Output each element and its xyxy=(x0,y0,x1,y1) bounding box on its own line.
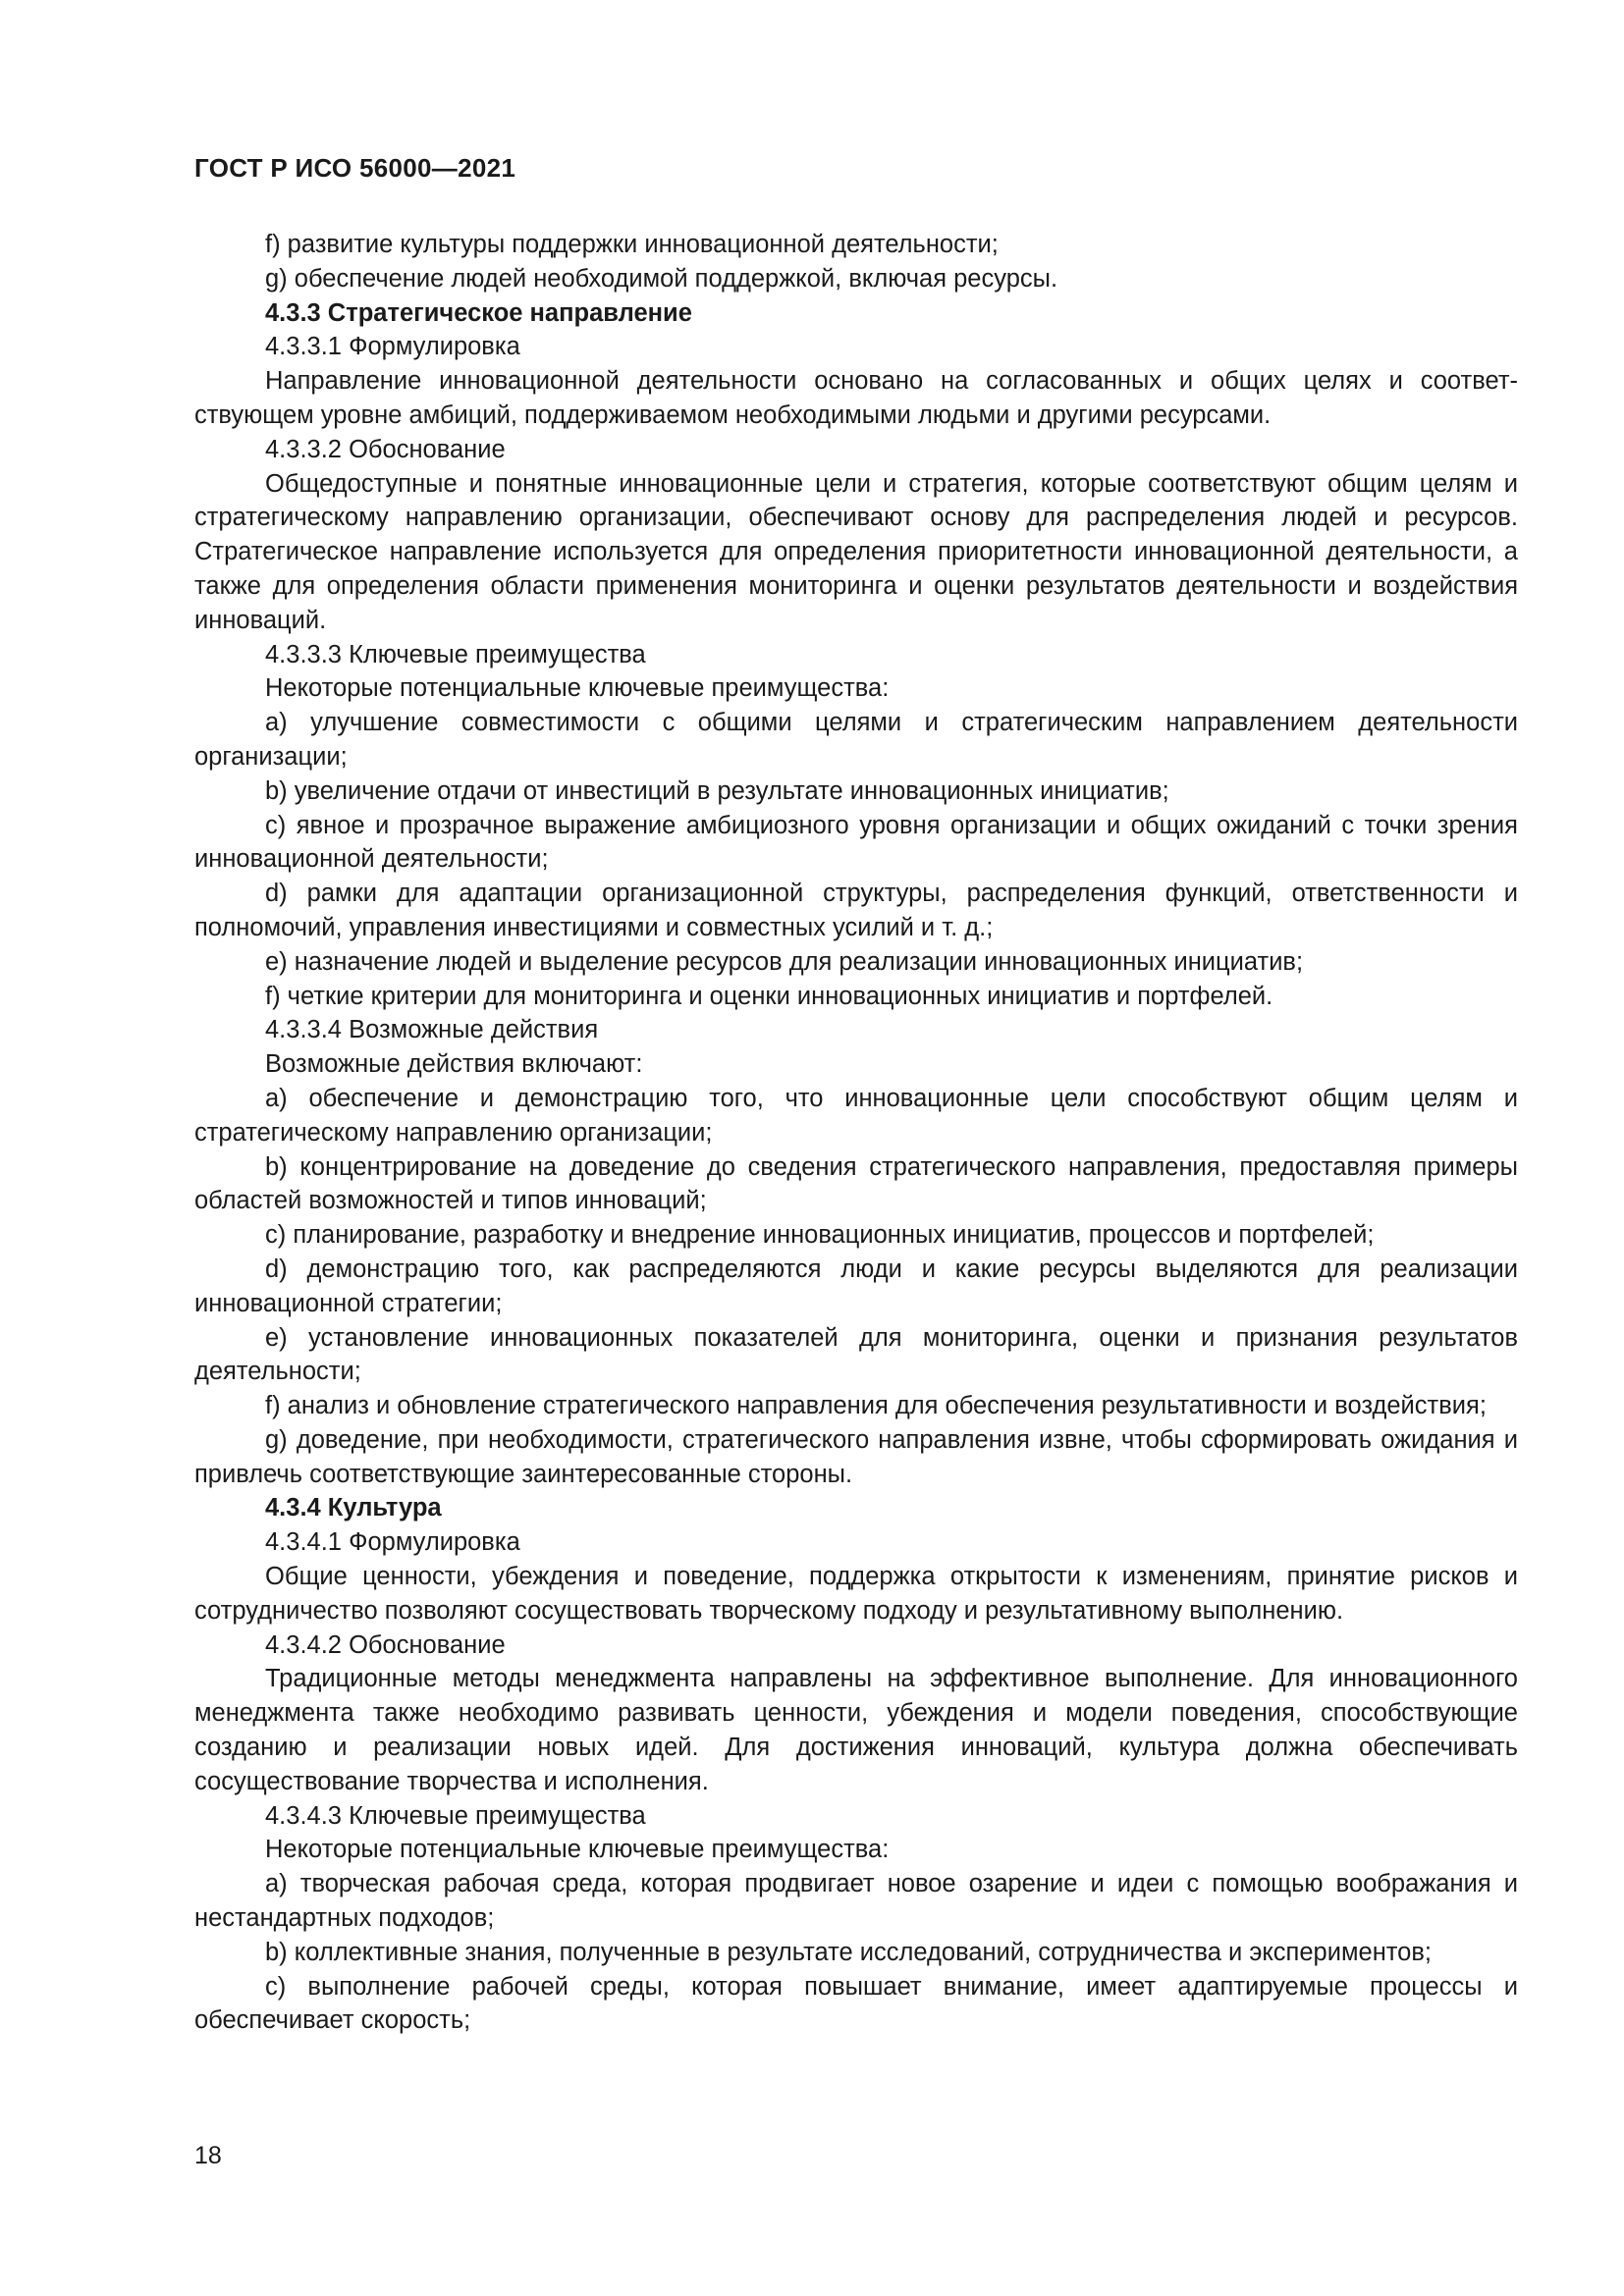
section-heading: 4.3.3 Стратегическое направление xyxy=(265,298,692,327)
subsection-heading: 4.3.3.2 Обоснование xyxy=(265,435,506,463)
paragraph: Направление инновационной деятельности основано на согласованных и общих целях и соответствующем уровне амбиций, поддерживаемом необходимыми людьми и другими ресурсами. xyxy=(194,367,1518,429)
list-item: c) выполнение рабочей среды, которая повышает внимание, имеет адаптируемые процессы и обеспечивает скорость; xyxy=(194,1972,1518,2035)
page-number: 18 xyxy=(194,2142,222,2169)
list-item: d) рамки для адаптации организационной структуры, распределения функций, ответственности и полномочий, управления инвестициями и совместных усилий и т. д.; xyxy=(194,880,1518,941)
list-item: f) развитие культуры поддержки инновационной деятельности; xyxy=(265,231,999,258)
list-item: d) демонстрацию того, как распределяются люди и какие ресурсы выделяются для реализации инновационной стратегии; xyxy=(194,1255,1518,1317)
paragraph: Некоторые потенциальные ключевые преимущества: xyxy=(265,674,890,703)
list-item: g) обеспечение людей необходимой поддержкой, включая ресурсы. xyxy=(265,264,1058,293)
subsection-heading: 4.3.3.3 Ключевые преимущества xyxy=(265,640,646,668)
document-header: ГОСТ Р ИСО 56000—2021 xyxy=(194,153,516,183)
subsection-heading: 4.3.4.2 Обоснование xyxy=(265,1630,506,1659)
paragraph: Некоторые потенциальные ключевые преимущества: xyxy=(265,1836,890,1864)
subsection-heading: 4.3.3.1 Формулировка xyxy=(265,333,520,361)
paragraph: Общие ценности, убеждения и поведение, поддержка открытости к изменениям, принятие рисков и сотрудничество позволяют сосуществовать творческому подходу и результативному выполнению. xyxy=(194,1563,1518,1625)
list-item: f) анализ и обновление стратегического направления для обеспечения результативности и воздействия; xyxy=(265,1392,1487,1420)
list-item: g) доведение, при необходимости, стратегического направления извне, чтобы сформировать ожидания и привлечь соответствующие заинтересованные стороны. xyxy=(194,1425,1518,1488)
list-item: c) планирование, разработку и внедрение инновационных инициатив, процессов и портфелей; xyxy=(265,1221,1375,1250)
list-item: f) четкие критерии для мониторинга и оценки инновационных инициатив и портфелей. xyxy=(265,982,1273,1010)
document-body xyxy=(194,228,1518,2038)
list-item: b) коллективные знания, полученные в результате исследований, сотрудничества и экспериментов; xyxy=(265,1938,1432,1966)
list-item: e) назначение людей и выделение ресурсов для реализации инновационных инициатив; xyxy=(265,947,1304,976)
subsection-heading: 4.3.4.1 Формулировка xyxy=(265,1528,520,1557)
section-heading: 4.3.4 Культура xyxy=(265,1494,442,1522)
list-item: a) творческая рабочая среда, которая продвигает новое озарение и идеи с помощью воображания и нестандартных подходов; xyxy=(194,1870,1518,1933)
subsection-heading: 4.3.3.4 Возможные действия xyxy=(265,1016,599,1044)
list-item: b) увеличение отдачи от инвестиций в результате инновационных инициатив; xyxy=(265,776,1169,805)
paragraph: Возможные действия включают: xyxy=(265,1050,643,1079)
subsection-heading: 4.3.4.3 Ключевые преимущества xyxy=(265,1801,646,1830)
list-item: a) обеспечение и демонстрацию того, что инновационные цели способствуют общим целям и стратегическому направлению организации; xyxy=(194,1084,1518,1147)
list-item: a) улучшение совместимости с общими целями и стратегическим направлением деятельности организации; xyxy=(194,709,1518,771)
paragraph: Общедоступные и понятные инновационные цели и стратегия, которые соответствуют общим целям и стратегическому направлению организации, обеспечивают основу для распределения людей и ресурсов. Стратегическое направление используется для определения приоритетности инновационной деятельности, а также для определения области применения мониторинга и оценки результатов деятельности и воздействия инноваций. xyxy=(194,469,1518,634)
list-item: b) концентрирование на доведение до сведения стратегического направления, предоставляя примеры областей возможностей и типов инноваций; xyxy=(194,1152,1518,1215)
paragraph: Традиционные методы менеджмента направлены на эффективное выполнение. Для инновационного менеджмента также необходимо развивать ценности, убеждения и модели поведения, способствующие созданию и реализации новых идей. Для достижения инноваций, культура должна обеспечивать сосуществование творчества и исполнения. xyxy=(194,1665,1518,1795)
list-item: e) установление инновационных показателей для мониторинга, оценки и признания результатов деятельности; xyxy=(194,1323,1518,1386)
list-item: c) явное и прозрачное выражение амбициозного уровня организации и общих ожиданий с точки зрения инновационной деятельности; xyxy=(194,811,1518,874)
